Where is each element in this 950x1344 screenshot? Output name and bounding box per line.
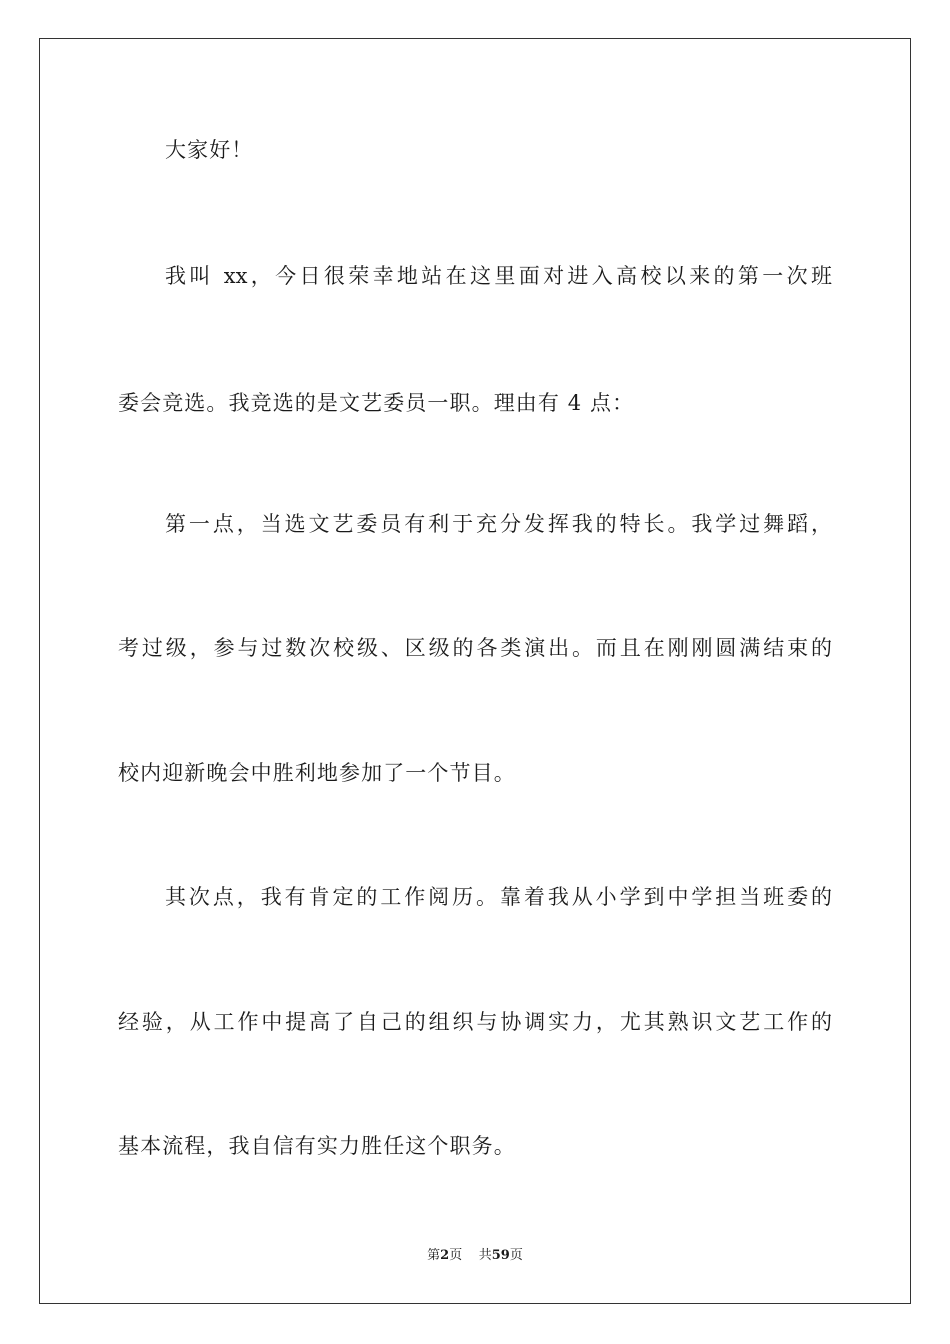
footer-page-suffix: 页 [449,1248,463,1263]
paragraph-3-line-2: 考过级，参与过数次校级、区级的各类演出。而且在刚刚圆满结束的 [118,636,832,660]
footer-page-number: 2 [440,1248,450,1263]
paragraph-2-line-1: 我叫 xx，今日很荣幸地站在这里面对进入高校以来的第一次班 [165,264,832,288]
paragraph-4-line-3: 基本流程，我自信有实力胜任这个职务。 [118,1134,516,1158]
footer-total-prefix: 共 [478,1248,492,1263]
paragraph-3-line-3: 校内迎新晚会中胜利地参加了一个节目。 [118,761,516,785]
page-footer [0,1247,950,1265]
page-frame [39,38,911,1304]
footer-total-suffix: 页 [509,1248,523,1263]
paragraph-2-line-2: 委会竞选。我竞选的是文艺委员一职。理由有 4 点： [118,391,635,415]
paragraph-4-line-1: 其次点，我有肯定的工作阅历。靠着我从小学到中学担当班委的 [165,885,832,909]
paragraph-4-line-2: 经验，从工作中提高了自己的组织与协调实力，尤其熟识文艺工作的 [118,1010,832,1034]
paragraph-1-line-1: 大家好！ [165,138,254,162]
paragraph-3-line-1: 第一点，当选文艺委员有利于充分发挥我的特长。我学过舞蹈， [165,512,832,536]
footer-page-prefix: 第 [427,1248,441,1263]
footer-total-pages: 59 [491,1248,510,1263]
